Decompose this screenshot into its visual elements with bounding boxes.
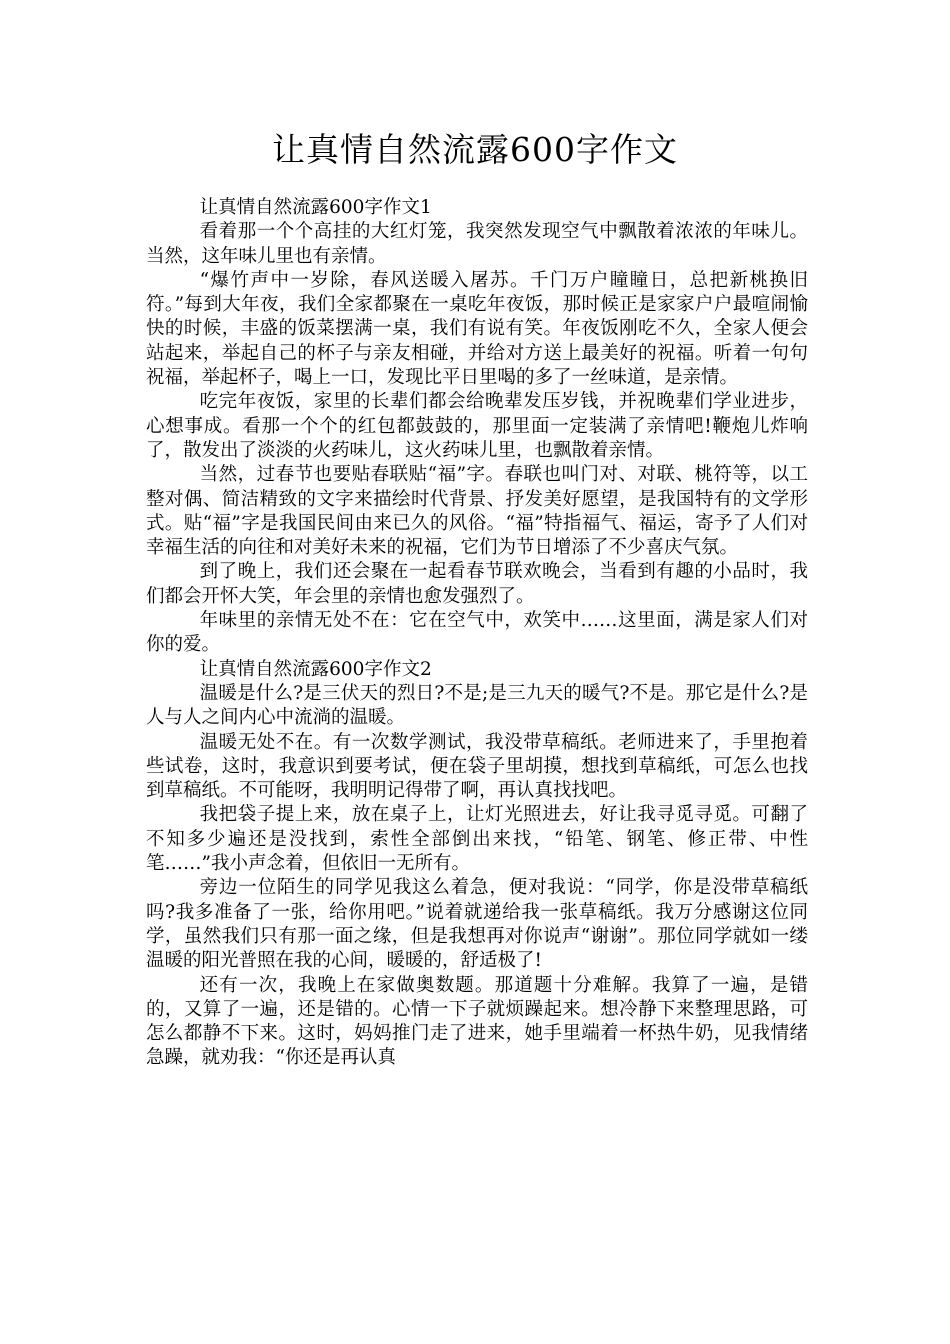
document-body: [146, 196, 808, 1071]
paragraph-3: “爆竹声中一岁除，春风送暖入屠苏。千门万户瞳瞳日，总把新桃换旧符。”每到大年夜，我们全家都聚在一桌吃年夜饭，那时候正是家家户户最喧闹愉快的时候，丰盛的饭菜摆满一桌，我们有说有笑。年夜饭刚吃不久，全家人便会站起来，举起自己的杯子与亲友相碰，并给对方送上最美好的祝福。听着一句句祝福，举起杯子，喝上一口，发现比平日里喝的多了一丝味道，是亲情。: [146, 269, 808, 389]
paragraph-10: 温暖无处不在。有一次数学测试，我没带草稿纸。老师进来了，手里抱着些试卷，这时，我意识到要考试，便在袋子里胡摸，想找到草稿纸，可怎么也找到草稿纸。不可能呀，我明明记得带了啊，再认真找找吧。: [146, 731, 808, 802]
paragraph-7: 年味里的亲情无处不在：它在空气中，欢笑中……这里面，满是家人们对你的爱。: [146, 610, 808, 656]
paragraph-1: 让真情自然流露600字作文1: [199, 197, 432, 218]
paragraph-8: 让真情自然流露600字作文2: [199, 658, 432, 680]
paragraph-12: 旁边一位陌生的同学见我这么着急，便对我说：“同学，你是没带草稿纸吗?我多准备了一张，给你用吧。”说着就递给我一张草稿纸。我万分感谢这位同学，虽然我们只有那一面之缘，但是我想再对你说声“谢谢”。那位同学就如一缕温暖的阳光普照在我的心间，暖暖的，舒适极了!: [146, 877, 808, 972]
paragraph-5: 当然，过春节也要贴春联贴“福”字。春联也叫门对、对联、桃符等，以工整对偶、简洁精致的文字来描绘时代背景、抒发美好愿望，是我国特有的文学形式。贴“福”字是我国民间由来已久的风俗。“福”特指福气、福运，寄予了人们对幸福生活的向往和对美好未来的祝福，它们为节日增添了不少喜庆气氛。: [146, 464, 808, 559]
paragraph-2: 看着那一个个高挂的大红灯笼，我突然发现空气中飘散着浓浓的年味儿。当然，这年味儿里也有亲情。: [146, 221, 808, 267]
document-title: 让真情自然流露600字作文: [272, 130, 678, 169]
paragraph-6: 到了晚上，我们还会聚在一起看春节联欢晚会，当看到有趣的小品时，我们都会开怀大笑，年会里的亲情也愈发强烈了。: [146, 561, 808, 607]
paragraph-9: 温暖是什么?是三伏天的烈日?不是;是三九天的暖气?不是。那它是什么?是人与人之间内心中流淌的温暖。: [146, 682, 808, 729]
paragraph-11: 我把袋子提上来，放在桌子上，让灯光照进去，好让我寻觅寻觅。可翻了不知多少遍还是没找到，索性全部倒出来找，“铅笔、钢笔、修正带、中性笔……”我小声念着，但依旧一无所有。: [146, 804, 808, 875]
paragraph-4: 吃完年夜饭，家里的长辈们都会给晚辈发压岁钱，并祝晚辈们学业进步，心想事成。看那一个个的红包都鼓鼓的，那里面一定装满了亲情吧!鞭炮儿炸响了，散发出了淡淡的火药味儿，这火药味儿里，也飘散着亲情。: [146, 391, 808, 461]
paragraph-13: 还有一次，我晚上在家做奥数题。那道题十分难解。我算了一遍，是错的，又算了一遍，还是错的。心情一下子就烦躁起来。想冷静下来整理思路，可怎么都静不下来。这时，妈妈推门走了进来，她手里端着一杯热牛奶，见我情绪急躁，就劝我：“你还是再认真: [146, 974, 808, 1069]
